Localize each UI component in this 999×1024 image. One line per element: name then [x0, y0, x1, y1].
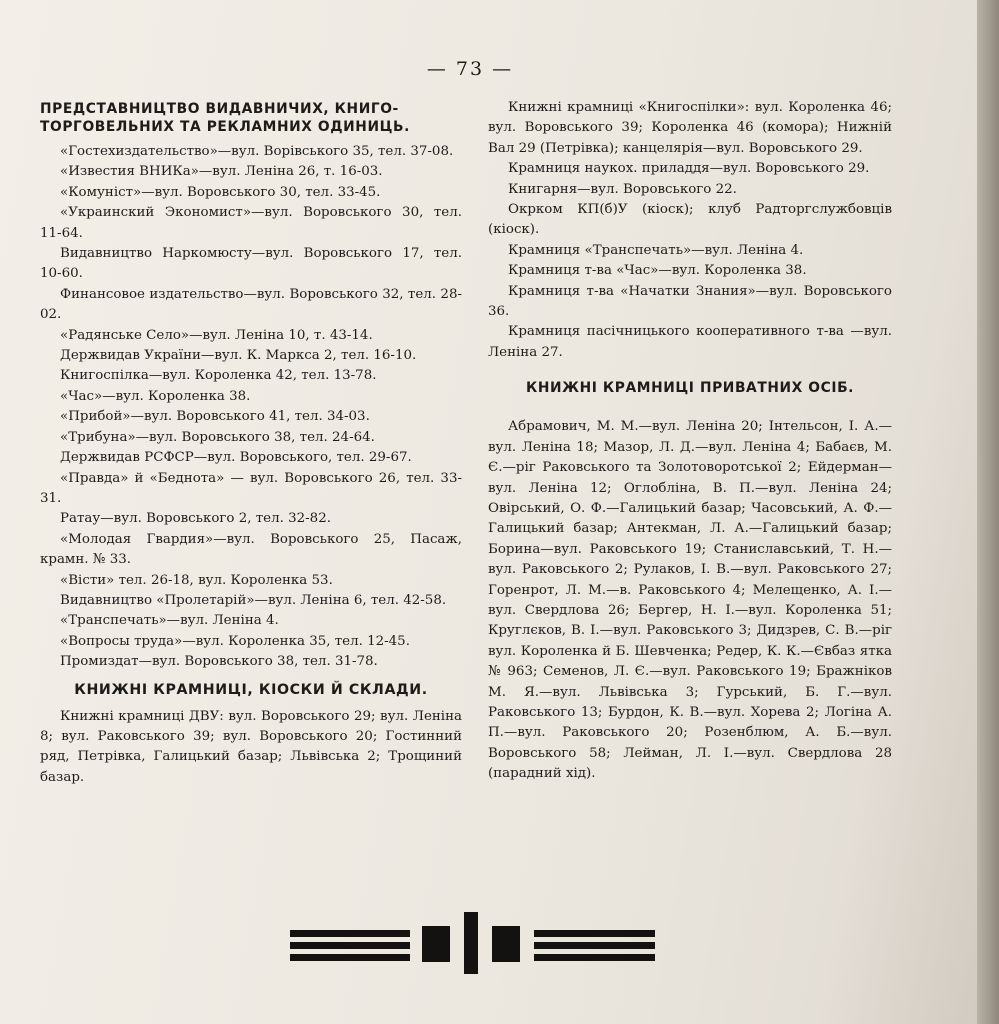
page-edge	[977, 0, 999, 1024]
ornament-bar	[534, 942, 655, 949]
representative-entry: Промиздат—вул. Воровського 38, тел. 31-78.	[60, 654, 378, 670]
ornament-stem	[464, 912, 478, 974]
heading-representatives: ПРЕДСТАВНИЦТВО ВИДАВНИЧИХ, КНИГО-ТОРГОВЕЛЬНИХ ТА РЕКЛАМНИХ ОДИНИЦЬ.	[40, 101, 410, 135]
representative-entry: «Молодая Гвардия»—вул. Воровського 25, Пасаж, крамн. № 33.	[40, 531, 462, 568]
representative-entry: Держвидав України—вул. К. Маркса 2, тел. 16-10.	[60, 348, 417, 364]
representative-entry: Книгоспілка—вул. Короленка 42, тел. 13-78.	[60, 368, 377, 384]
representative-entry: Видавництво «Пролетарій»—вул. Леніна 6, тел. 42-58.	[60, 592, 447, 608]
ornament-bar	[534, 930, 655, 937]
representative-entry: «Вісти» тел. 26-18, вул. Короленка 53.	[60, 572, 333, 588]
shop-entry: Крамниця т-ва «Начатки Знания»—вул. Воровського 36.	[488, 283, 892, 320]
representative-entry: «Украинский Экономист»—вул. Воровського 30, тел. 11-64.	[40, 205, 462, 241]
decorative-ornament	[290, 912, 655, 974]
left-column	[40, 100, 462, 788]
representative-entry: «Прибой»—вул. Воровського 41, тел. 34-03.	[60, 409, 370, 425]
shop-entry: Крамниця т-ва «Час»—вул. Короленка 38.	[508, 263, 807, 279]
shop-entry: Книжні крамниці «Книгоспілки»: вул. Короленка 46; вул. Воровського 39; Короленка 46 (комора); Нижній Вал 29 (Петрівка); канцелярія—вул. Воровського 29.	[488, 100, 892, 156]
shop-entry: Крамниця «Транспечать»—вул. Леніна 4.	[508, 242, 804, 258]
representative-entry: Финансовое издательство—вул. Воровського 32, тел. 28-02.	[40, 286, 462, 323]
representative-entry: «Комуніст»—вул. Воровського 30, тел. 33-45.	[60, 184, 381, 200]
ornament-bar	[290, 954, 410, 961]
ornament-bar	[534, 954, 655, 961]
representative-entry: «Гостехиздательство»—вул. Ворівського 35, тел. 37-08.	[60, 144, 454, 159]
shop-entry: Книгарня—вул. Воровського 22.	[508, 181, 737, 197]
ornament-block	[422, 926, 450, 962]
representative-entry: «Правда» й «Беднота» — вул. Воровського 26, тел. 33-31.	[40, 470, 462, 506]
representative-entry: «Вопросы труда»—вул. Короленка 35, тел. 12-45.	[60, 633, 410, 649]
representative-entry: Ратау—вул. Воровського 2, тел. 32-82.	[60, 511, 331, 527]
shop-entry: Окрком КП(б)У (кіоск); клуб Радторгслужбовців (кіоск).	[488, 202, 892, 238]
ornament-block	[492, 926, 520, 962]
representative-entry: «Известия ВНИКа»—вул. Леніна 26, т. 16-03.	[60, 164, 383, 180]
shop-entry: Крамниця наукох. приладдя—вул. Воровського 29.	[508, 161, 870, 177]
representative-entry: «Трибуна»—вул. Воровського 38, тел. 24-64.	[60, 429, 375, 445]
page-number: — 73 —	[426, 58, 514, 80]
shops-paragraph: Книжні крамниці ДВУ: вул. Воровського 29; вул. Леніна 8; вул. Раковського 39; вул. Воровського 20; Гостинний ряд, Петрівка, Галицький базар; Львівська 2; Трощиний базар.	[40, 708, 462, 785]
private-shops-paragraph: Абрамович, М. М.—вул. Леніна 20; Інтельсон, І. А.—вул. Леніна 18; Мазор, Л. Д.—вул. Леніна 4; Бабаєв, М. Є.—ріг Раковського та Золотоворотської 2; Ейдерман—вул. Леніна 12; Оглобліна, В. П.—вул. Леніна 24; Овірський, О. Ф.—Галицький базар; Часовський, А. Ф.—Галицький базар; Антекман, Л. А.—Галицький базар; Борина—вул. Раковського 19; Станиславський, Т. Н.—вул. Раковського 2; Рулаков, І. В.—вул. Раковського 27; Горенрот, Л. М.—в. Раковського 4; Мелещенко, А. І.—вул. Свердлова 26; Бергер, Н. І.—вул. Короленка 51; Круглєков, В. І.—вул. Раковського 3; Дидзрев, С. В.—ріг вул. Короленка й Б. Шевченка; Редер, К. К.—Євбаз ятка № 963; Семенов, Л. Є.—вул. Раковського 19; Бражніков М. Я.—вул. Львівська 3; Гурський, Б. Г.—вул. Раковського 13; Бурдон, К. В.—вул. Хорева 2; Логіна А. П.—вул. Раковського 20; Розенблюм, А. Б.—вул. Воровського 58; Лейман, Л. І.—вул. Свердлова 28 (парадний хід).	[488, 419, 892, 782]
heading-private-shops: КНИЖНІ КРАМНИЦІ ПРИВАТНИХ ОСІБ.	[525, 380, 855, 397]
ornament-bar	[290, 930, 410, 937]
representative-entry: Видавництво Наркомюсту—вул. Воровського 17, тел. 10-60.	[40, 246, 462, 282]
representative-entry: «Час»—вул. Короленка 38.	[60, 388, 251, 404]
heading-shops-kiosks: КНИЖНІ КРАМНИЦІ, КІОСКИ Й СКЛАДИ.	[74, 681, 428, 698]
shop-entry: Крамниця пасічницького кооперативного т-ва —вул. Леніна 27.	[488, 324, 892, 360]
right-column	[488, 98, 892, 785]
representative-entry: «Транспечать»—вул. Леніна 4.	[60, 613, 279, 629]
representative-entry: «Радянське Село»—вул. Леніна 10, т. 43-14.	[60, 327, 373, 343]
ornament-bar	[290, 942, 410, 949]
representative-entry: Держвидав РСФСР—вул. Воровського, тел. 29-67.	[60, 450, 412, 466]
